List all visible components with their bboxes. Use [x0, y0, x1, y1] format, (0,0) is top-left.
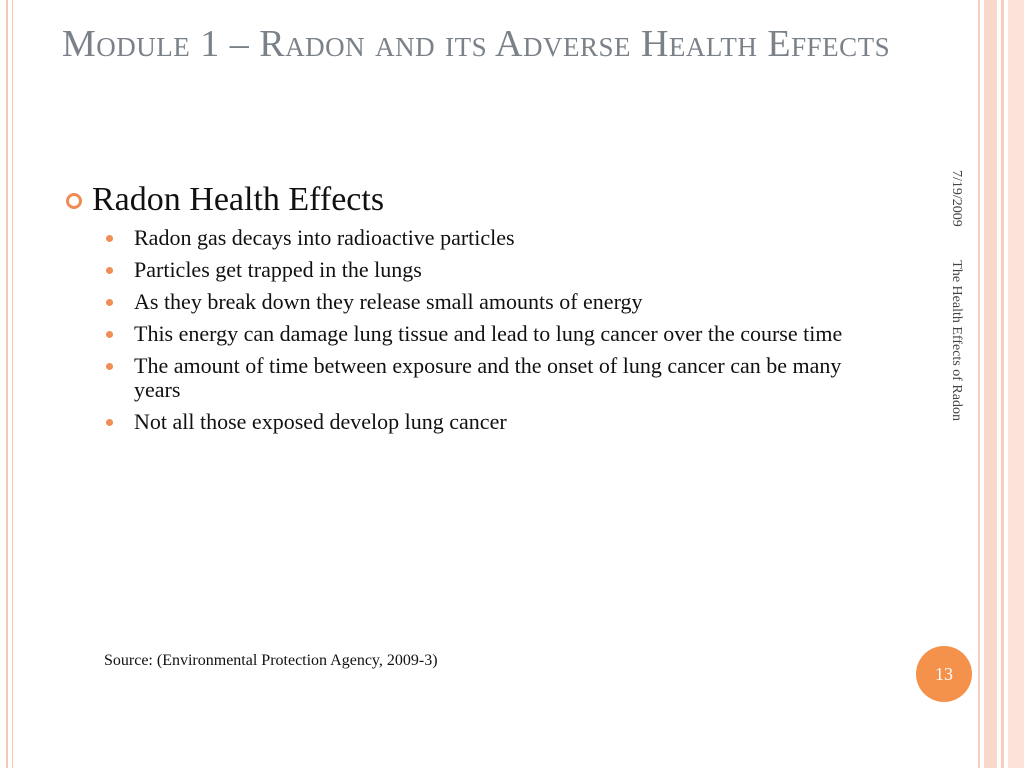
- list-item: [66, 410, 866, 434]
- left-border-line: [12, 0, 13, 768]
- bullet-text: Not all those exposed develop lung cancer: [134, 409, 507, 434]
- dot-bullet-icon: [106, 419, 113, 426]
- dot-bullet-icon: [106, 299, 113, 306]
- right-stripe: [1001, 0, 1004, 768]
- right-stripe: [978, 0, 980, 768]
- right-stripe: [984, 0, 997, 768]
- bullet-text: This energy can damage lung tissue and lead to lung cancer over the course time: [134, 321, 843, 346]
- list-item: [66, 290, 866, 314]
- left-border-line: [6, 0, 8, 768]
- level1-item: [66, 180, 866, 220]
- dot-bullet-icon: [106, 331, 113, 338]
- right-stripe: [1008, 0, 1024, 768]
- bullet-text: Radon gas decays into radioactive particles: [134, 225, 515, 250]
- list-item: [66, 226, 866, 250]
- source-citation: Source: (Environmental Protection Agency, 2009-3): [104, 652, 438, 669]
- section-heading: Radon Health Effects: [92, 181, 385, 218]
- list-item: [66, 258, 866, 282]
- bullet-text: Particles get trapped in the lungs: [134, 257, 422, 282]
- list-item: [66, 322, 866, 346]
- vertical-footer: [948, 170, 964, 421]
- bullet-text: The amount of time between exposure and the onset of lung cancer can be many years: [134, 353, 842, 402]
- slide-content: [66, 180, 866, 442]
- footer-title: The Health Effects of Radon: [949, 260, 964, 421]
- list-item: [66, 354, 866, 402]
- slide-title: Module 1 – Radon and its Adverse Health Effects: [62, 23, 891, 65]
- dot-bullet-icon: [106, 363, 113, 370]
- bullet-list: [66, 226, 866, 434]
- bullet-text: As they break down they release small amounts of energy: [134, 289, 643, 314]
- dot-bullet-icon: [106, 235, 113, 242]
- slide-date: 7/19/2009: [949, 170, 964, 227]
- page-number-badge: 13: [916, 646, 972, 702]
- ring-bullet-icon: [66, 193, 82, 209]
- dot-bullet-icon: [106, 267, 113, 274]
